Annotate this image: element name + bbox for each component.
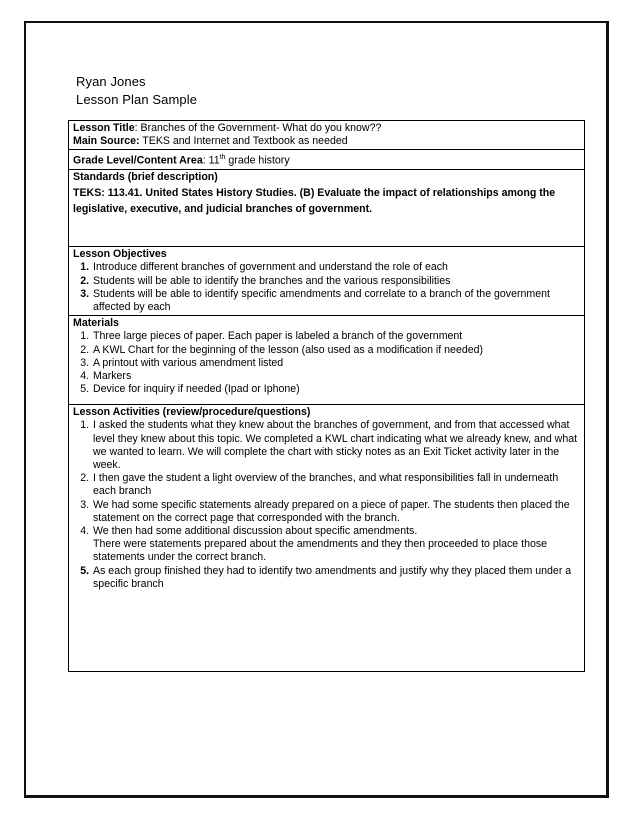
material-item: 3. A printout with various amendment listed [92, 357, 580, 370]
standards-label: Standards (brief description) [73, 171, 218, 184]
materials-list [73, 330, 580, 396]
title-source-cell [69, 121, 585, 150]
material-item: 5. Device for inquiry if needed (Ipad or Iphone) [92, 383, 580, 396]
activity-item [92, 525, 580, 565]
objective-item: 3. Students will be able to identify specific amendments and correlate to a branch of the government affected by each [92, 288, 580, 314]
grade-level-label: Grade Level/Content Area [73, 154, 203, 167]
activity-item: 3. We had some specific statements already prepared on a piece of paper. The students then placed the statement on the correct page that corresponded with the branch. [92, 499, 580, 525]
title-source-row [69, 121, 585, 150]
lesson-title-line [73, 122, 580, 135]
author-name: Ryan Jones [76, 74, 146, 89]
document-title: Lesson Plan Sample [76, 92, 198, 107]
objectives-cell [69, 247, 585, 316]
activity-item: 2. I then gave the student a light overview of the branches, and what responsibilities fall in underneath each branch [92, 472, 580, 498]
objective-item: 2. Students will be able to identify the branches and the various responsibilities [92, 275, 580, 288]
objectives-label: Lesson Objectives [73, 248, 167, 261]
objectives-list [73, 261, 580, 314]
material-item: 2. A KWL Chart for the beginning of the lesson (also used as a modification if needed) [92, 344, 580, 357]
grade-level-value-end: grade history [225, 154, 290, 167]
materials-label: Materials [73, 317, 119, 330]
activities-cell [69, 405, 585, 672]
materials-cell [69, 316, 585, 405]
activity-item-text: We then had some additional discussion about specific amendments. [93, 524, 418, 537]
standards-text: TEKS: 113.41. United States History Studies. (B) Evaluate the impact of relationships among the legislative, executive, and judicial branches of government. [73, 187, 556, 216]
grade-level-sup: th [219, 154, 226, 162]
lesson-title-label: Lesson Title [73, 122, 135, 134]
activity-item: 5. As each group finished they had to identify two amendments and justify why they placed them under a specific branch [92, 565, 580, 591]
lesson-plan-table [68, 120, 585, 672]
activities-list [73, 419, 580, 591]
standards-row [69, 170, 585, 247]
material-item: 4. Markers [92, 370, 580, 383]
grade-level-cell [69, 150, 585, 170]
main-source-label: Main Source: [73, 135, 140, 148]
activity-item: 1. I asked the students what they knew about the branches of government, and from that accessed what level they knew about this topic. We completed a KWL chart indicating what we already knew, and what we wanted to learn. We will complete the chart with sticky notes as an Exit Ticket activity later in the week. [92, 419, 580, 472]
grade-level-row [69, 150, 585, 170]
main-source-line [73, 135, 580, 148]
activity-item-continuation: There were statements prepared about the amendments and they then proceeded to place those statements under the correct branch. [93, 538, 548, 564]
objectives-row [69, 247, 585, 316]
objective-item: 1. Introduce different branches of government and understand the role of each [92, 261, 580, 274]
standards-cell [69, 170, 585, 247]
grade-level-value: : 11 [202, 154, 220, 167]
lesson-title-value: : Branches of the Government- What do you know?? [134, 122, 382, 134]
main-source-value: TEKS and Internet and Textbook as needed [139, 135, 348, 148]
material-item: 1. Three large pieces of paper. Each paper is labeled a branch of the government [92, 330, 580, 343]
materials-row [69, 316, 585, 405]
activities-row [69, 405, 585, 672]
activities-label: Lesson Activities (review/procedure/questions) [73, 406, 311, 419]
